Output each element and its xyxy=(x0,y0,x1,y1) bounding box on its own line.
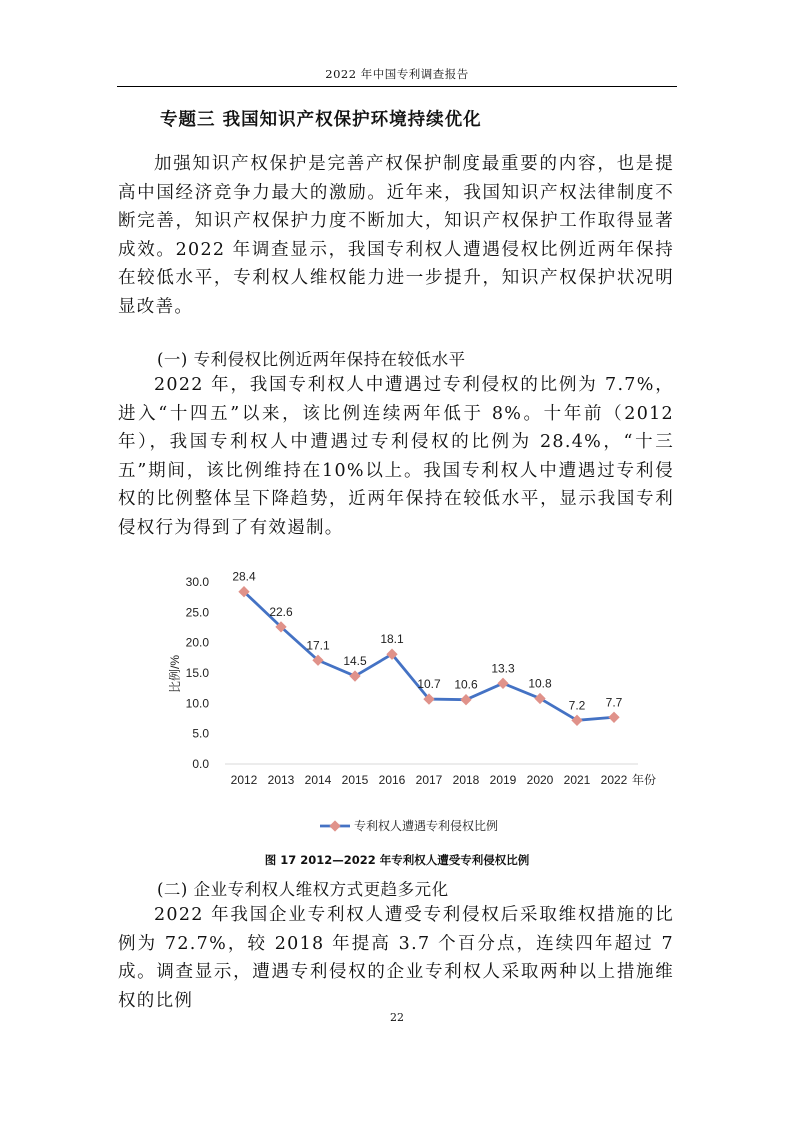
x-tick-label: 2013 xyxy=(267,773,295,787)
y-tick-label: 10.0 xyxy=(185,696,209,711)
legend-label: 专利权人遭遇专利侵权比例 xyxy=(354,819,499,833)
y-tick-label: 15.0 xyxy=(185,666,209,680)
x-tick-label: 2012 xyxy=(230,773,258,787)
y-tick-label: 0.0 xyxy=(192,757,209,771)
data-labels xyxy=(232,570,622,713)
y-tick-label: 5.0 xyxy=(192,726,209,741)
x-tick-label: 2014 xyxy=(304,773,332,787)
data-label: 28.4 xyxy=(232,569,256,584)
subheading-two: (二) 企业专利权人维权方式更趋多元化 xyxy=(157,880,449,899)
y-tick-label: 30.0 xyxy=(185,575,209,589)
legend xyxy=(320,818,498,833)
data-label: 7.7 xyxy=(605,695,623,710)
x-tick-label: 2016 xyxy=(378,773,406,787)
data-label: 22.6 xyxy=(269,604,293,619)
data-label: 13.3 xyxy=(491,661,515,676)
data-label: 14.5 xyxy=(343,654,367,669)
data-label: 10.8 xyxy=(528,676,552,691)
data-label: 17.1 xyxy=(306,638,330,653)
x-tick-label: 2017 xyxy=(415,773,443,787)
y-tick-label: 25.0 xyxy=(185,605,209,620)
infringement-rate-chart xyxy=(160,562,680,852)
x-tick-label: 2020 xyxy=(526,773,554,787)
x-tick-label: 2022 xyxy=(600,773,628,787)
data-point xyxy=(460,694,471,705)
data-label: 10.7 xyxy=(417,677,441,692)
infringement-paragraph: 2022 年，我国专利权人中遭遇过专利侵权的比例为 7.7%，进入“十四五”以来，该比例连续两年低于 8%。十年前（2012 年），我国专利权人中遭遇过专利侵权的比例为 28.4%，“十三五”期间，该比例维持在10%以上。我国专利权人中遭遇过专利侵权的比例整体呈下降趋势，近两年保持在较低水平，显示我国专利侵权行为得到了有效遏制。 xyxy=(118,375,674,538)
x-axis-label: 年份 xyxy=(632,773,657,787)
figure-caption: 图 17 2012—2022 年专利权人遭受专利侵权比例 xyxy=(264,853,530,867)
y-tick-label: 20.0 xyxy=(185,635,209,650)
subheading-one: (一) 专利侵权比例近两年保持在较低水平 xyxy=(157,350,466,369)
x-tick-label: 2021 xyxy=(563,773,591,787)
x-tick-label: 2018 xyxy=(452,773,480,787)
data-label: 7.2 xyxy=(568,698,586,713)
y-axis-label: 比例/% xyxy=(168,654,182,694)
data-point xyxy=(497,678,508,689)
data-label: 18.1 xyxy=(380,632,404,647)
rights-protection-paragraph: 2022 年我国企业专利权人遭受专利侵权后采取维权措施的比例为 72.7%，较 2018 年提高 3.7 个百分点，连续四年超过 7 成。调查显示，遭遇专利侵权的企业专利权人采取两种以上措施维权的比例 xyxy=(118,905,674,1011)
x-tick-label: 2019 xyxy=(489,773,517,787)
data-point xyxy=(608,712,619,723)
running-header: 2022 年中国专利调查报告 xyxy=(325,67,469,81)
page-number: 22 xyxy=(390,1011,404,1024)
x-tick-label: 2015 xyxy=(341,773,369,787)
section-title: 专题三 我国知识产权保护环境持续优化 xyxy=(160,110,482,130)
data-label: 10.6 xyxy=(454,677,478,692)
x-axis-ticks xyxy=(231,773,628,787)
legend-marker xyxy=(329,820,340,831)
header-rule xyxy=(117,86,677,87)
y-axis-ticks xyxy=(186,575,210,771)
series-markers xyxy=(238,586,619,726)
intro-paragraph: 加强知识产权保护是完善产权保护制度最重要的内容，也是提高中国经济竞争力最大的激励。近年来，我国知识产权法律制度不断完善，知识产权保护力度不断加大，知识产权保护工作取得显著成效。2022 年调查显示，我国专利权人遭遇侵权比例近两年保持在较低水平，专利权人维权能力进一步提升，知识产权保护状况明显改善。 xyxy=(118,154,674,317)
